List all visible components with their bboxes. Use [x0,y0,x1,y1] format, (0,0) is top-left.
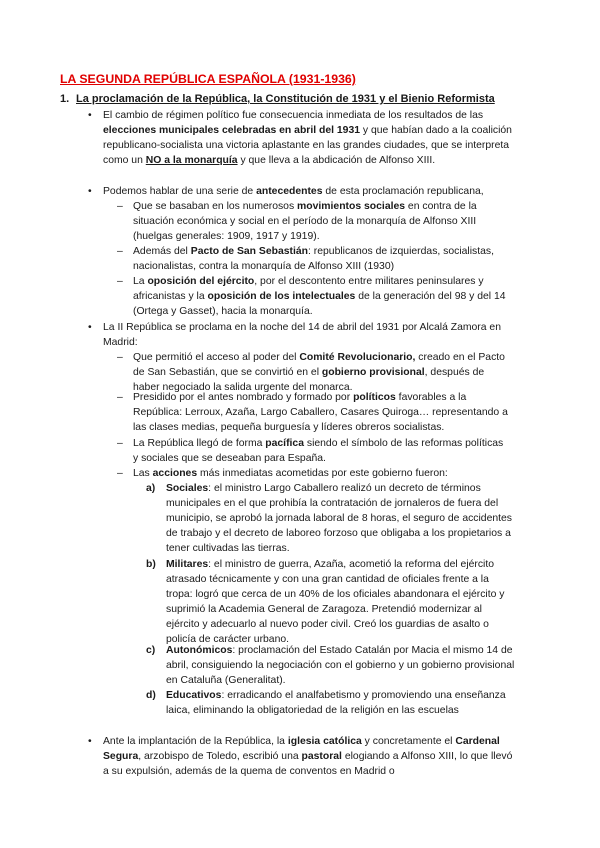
sub-item-educativos: d) Educativos: erradicando el analfabetismo y promoviendo una enseñanza laica, eliminando la obligatoriedad de la religión en las escuelas [146,690,506,716]
bullet-item-iglesia: • Ante la implantación de la República, la iglesia católica y concretamente el Cardenal Segura, arzobispo de Toledo, escribió una pastoral elogiando a Alfonso XIII, lo que llevó a su expulsión, además de la quema de conventos en Madrid o [88,736,513,777]
bullet-icon: • [88,186,92,197]
bullet-item-proclamacion: • La II República se proclama en la noche del 14 de abril del 1931 por Alcalá Zamora en Madrid: [88,322,501,348]
bullet-icon: • [88,110,92,121]
dash-item-acciones: – Las acciones más inmediatas acometidas por este gobierno fueron: [117,468,448,479]
bullet-item-antecedentes: • Podemos hablar de una serie de antecedentes de esta proclamación republicana, [88,186,484,197]
bullet-icon: • [88,322,92,333]
list-label: a) [146,483,156,494]
list-label: c) [146,645,156,656]
dash-icon: – [117,392,123,403]
dash-icon: – [117,438,123,449]
section-title: La proclamación de la República, la Constitución de 1931 y el Bienio Reformista [76,93,495,105]
dash-item-politicos: – Presidido por el antes nombrado y formado por políticos favorables a la República: Lerroux, Azaña, Largo Caballero, Casares Quiroga… representando a las clases medias, pequeña burguesía y líderes obreros socialistas. [117,392,508,433]
section-number: 1. [60,93,70,105]
dash-item-pacto: – Además del Pacto de San Sebastián: republicanos de izquierdas, socialistas, nacionalistas, contra la monarquía de Alfonso XIII (1930) [117,246,494,272]
sub-item-sociales: a) Sociales: el ministro Largo Caballero realizó un decreto de términos municipales en el que prohibía la contratación de jornaleros de fuera del municipio, se aprobó la jornada laboral de 8 horas, el seguro de accidentes de trabajo y el decreto de laboreo forzoso que obligaba a los propietarios a tener cultivadas las tierras. [146,483,512,554]
dash-icon: – [117,276,123,287]
sub-item-autonomicos: c) Autonómicos: proclamación del Estado Catalán por Macia el mismo 14 de abril, consiguiendo la negociación con el gobierno y un gobierno provisional en Cataluña (Generalitat). [146,645,515,686]
dash-icon: – [117,352,123,363]
sub-item-militares: b) Militares: el ministro de guerra, Azaña, acometió la reforma del ejército atrasado técnicamente y con una gran cantidad de oficiales frente a la tropa: logró que cerca de un 40% de los oficiales abandonara el ejército y suprimió la Academia General de Zaragoza. Pretendió modernizar al ejército y adecuarlo al nuevo poder civil. Creó los guardias de asalto o policía de carácter urbano. [146,559,505,645]
bullet-item-regime-change: • El cambio de régimen político fue consecuencia inmediata de los resultados de las elecciones municipales celebradas en abril del 1931 y que habían dado a la coalición republicano-socialista una victoria aplastante en las grandes ciudades, que se interpreta como un NO a la monarquía y que lleva a la abdicación de Alfonso XIII. [88,110,512,166]
dash-icon: – [117,201,123,212]
dash-icon: – [117,246,123,257]
list-label: b) [146,559,156,570]
dash-item-movimientos: – Que se basaban en los numerosos movimientos sociales en contra de la situación económica y social en el período de la monarquía de Alfonso XIII (huelgas generales: 1909, 1917 y 1919). [117,201,477,242]
section-heading [60,92,495,107]
dash-icon: – [117,468,123,479]
list-label: d) [146,690,156,701]
document-title: LA SEGUNDA REPÚBLICA ESPAÑOLA (1931-1936) [60,72,356,86]
bullet-icon: • [88,736,92,747]
dash-item-comite: – Que permitió el acceso al poder del Comité Revolucionario, creado en el Pacto de San Sebastián, que se convirtió en el gobierno provisional, después de haber negociado la salida urgente del monarca. [117,352,505,393]
dash-item-oposicion: – La oposición del ejército, por el descontento entre militares peninsulares y africanistas y la oposición de los intelectuales de la generación del 98 y del 14 (Ortega y Gasset), hacia la monarquía. [117,276,506,317]
dash-item-pacifica: – La República llegó de forma pacífica siendo el símbolo de las reformas políticas y sociales que se deseaban para España. [117,438,504,464]
